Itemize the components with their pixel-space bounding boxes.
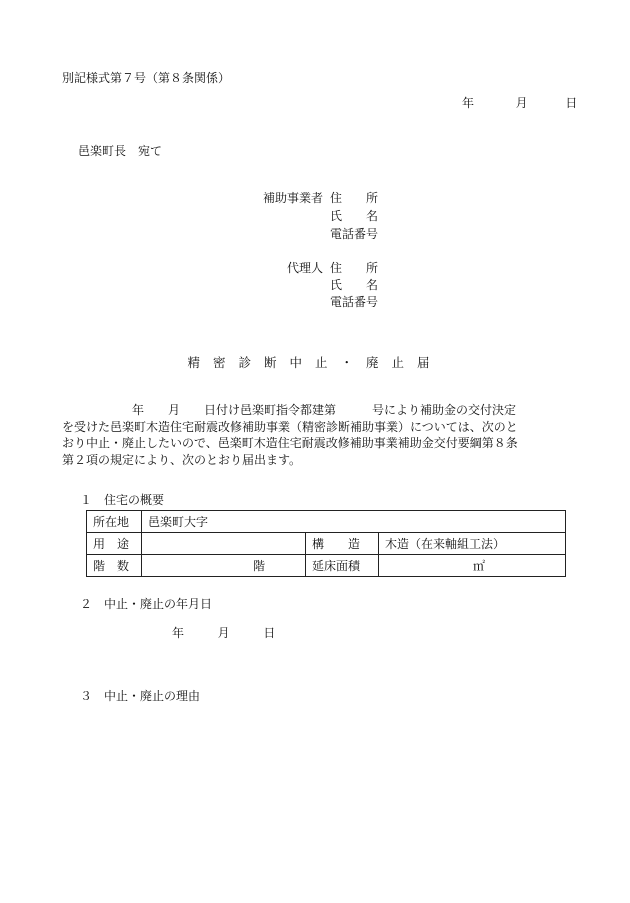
body-text [62,402,570,468]
location-label: 所在地 [87,511,142,533]
applicant-phone-label: 電話番号 [330,227,379,241]
use-label: 用 途 [87,533,142,555]
header-date [462,95,577,111]
agent-address-label: 住 所 [330,261,379,275]
floors-label: 階 数 [87,555,142,577]
discontinue-date-year: 年 [172,626,185,640]
body-line-1: 年 月 日付け邑楽町指令都建第 号により補助金の交付決定 [132,403,517,417]
discontinue-date-day: 日 [263,626,276,640]
agent-role-label: 代理人 [286,261,323,275]
document-title: 精密診断中止・廃止届 [187,355,443,370]
section2-heading: ２ 中止・廃止の年月日 [80,597,213,611]
addressee: 邑楽町長 宛て [78,144,163,158]
applicant-role-label: 補助事業者 [262,191,323,205]
area-unit: ㎡ [379,555,566,577]
use-value [142,533,306,555]
section3-heading: ３ 中止・廃止の理由 [80,689,201,703]
body-line-4: 第２項の規定により、次のとおり届出ます。 [62,452,302,467]
area-label: 延床面積 [306,555,379,577]
location-value: 邑楽町大字 [142,511,566,533]
discontinue-date-month: 月 [217,626,230,640]
header-date-day: 日 [565,96,578,110]
house-outline-table [86,510,566,577]
header-date-year: 年 [462,96,475,110]
applicant-address-label: 住 所 [330,191,379,205]
discontinue-date [172,625,275,641]
section1-heading: １ 住宅の概要 [80,493,165,507]
applicant-name-label: 氏 名 [330,209,379,223]
body-line-2: を受けた邑楽町木造住宅耐震改修補助事業（精密診断補助事業）については、次のと [62,419,518,434]
floors-unit: 階 [142,555,306,577]
agent-name-label: 氏 名 [330,278,379,292]
structure-label: 構 造 [306,533,379,555]
header-date-month: 月 [515,96,528,110]
structure-value: 木造（在来軸組工法） [379,533,566,555]
form-number: 別記様式第７号（第８条関係） [62,71,231,85]
agent-phone-label: 電話番号 [330,295,379,309]
body-line-3: おり中止・廃止したいので、邑楽町木造住宅耐震改修補助事業補助金交付要綱第８条 [62,436,518,450]
